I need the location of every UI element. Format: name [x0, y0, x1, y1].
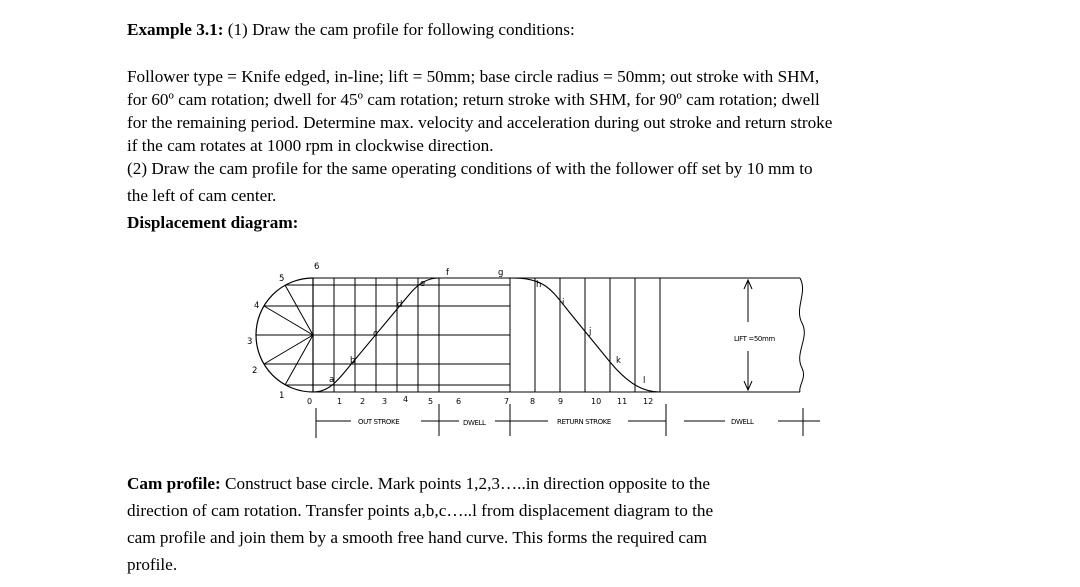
curve-letter: a — [329, 375, 335, 385]
segment-label: OUT STROKE — [358, 418, 400, 426]
cam-profile-line: profile. — [127, 555, 178, 574]
circle-label: 6 — [314, 262, 320, 272]
axis-number: 5 — [428, 397, 434, 406]
problem-line: for the remaining period. Determine max. velocity and acceleration during out stroke and return stroke — [127, 113, 833, 132]
axis-number: 2 — [360, 397, 366, 406]
axis-numbers — [307, 395, 653, 406]
axis-number: 8 — [530, 397, 536, 406]
axis-number: 11 — [617, 397, 628, 406]
problem-line: Follower type = Knife edged, in-line; lift = 50mm; base circle radius = 50mm; out stroke with SHM, — [127, 67, 820, 86]
cam-profile-line: direction of cam rotation. Transfer points a,b,c…..l from displacement diagram to the — [127, 501, 714, 520]
horizontal-grid — [256, 278, 800, 392]
circle-label: 1 — [279, 391, 285, 401]
curve-letter: g — [498, 268, 504, 278]
problem-line: if the cam rotates at 1000 rpm in clockwise direction. — [127, 136, 494, 155]
lift-label: LIFT =50mm — [734, 335, 775, 343]
curve-letter: e — [420, 279, 426, 289]
example-heading-text: (1) Draw the cam profile for following conditions: — [223, 20, 575, 39]
segment-label: RETURN STROKE — [557, 418, 611, 426]
axis-number: 9 — [558, 397, 564, 406]
break-line — [799, 278, 804, 392]
axis-number: 3 — [382, 397, 388, 406]
axis-number: 6 — [456, 397, 462, 406]
curve-letter: f — [446, 268, 449, 278]
cam-profile-line: cam profile and join them by a smooth free hand curve. This forms the required cam — [127, 528, 708, 547]
curve-letter: d — [397, 300, 403, 310]
curve-letter: i — [562, 298, 565, 308]
axis-number: 0 — [307, 397, 313, 406]
problem-line: the left of cam center. — [127, 186, 277, 205]
example-heading: Example 3.1: — [127, 20, 224, 39]
cam-profile-line — [127, 473, 710, 495]
circle-labels — [247, 262, 319, 401]
example-title — [127, 19, 575, 41]
curve-letter: j — [589, 327, 592, 337]
axis-number: 10 — [591, 397, 602, 406]
circle-label: 5 — [279, 274, 285, 284]
cam-profile-text: Construct base circle. Mark points 1,2,3…..in direction opposite to the — [220, 474, 710, 493]
axis-number: 7 — [504, 397, 510, 406]
segment-label: DWELL — [731, 418, 754, 426]
displacement-diagram — [245, 258, 835, 443]
cam-profile-heading: Cam profile: — [127, 474, 221, 493]
curve-letter: h — [536, 280, 542, 290]
problem-line: (2) Draw the cam profile for the same operating conditions of with the follower off set by 10 mm to — [127, 159, 813, 178]
section-heading: Displacement diagram: — [127, 213, 299, 232]
curve-letter: b — [350, 356, 356, 366]
curve-letter: l — [643, 376, 646, 386]
segment-label: DWELL — [463, 419, 486, 427]
problem-line: for 60º cam rotation; dwell for 45º cam rotation; return stroke with SHM, for 90º cam rotation; dwell — [127, 90, 820, 109]
curve-letter: k — [616, 356, 621, 366]
circle-label: 2 — [252, 366, 258, 376]
curve-letter: c — [373, 329, 378, 339]
axis-number: 1 — [337, 397, 343, 406]
circle-label: 4 — [254, 301, 260, 311]
circle-label: 3 — [247, 337, 253, 347]
segment-labels — [358, 418, 754, 427]
axis-number: 4 — [403, 395, 409, 404]
axis-number: 12 — [643, 397, 654, 406]
